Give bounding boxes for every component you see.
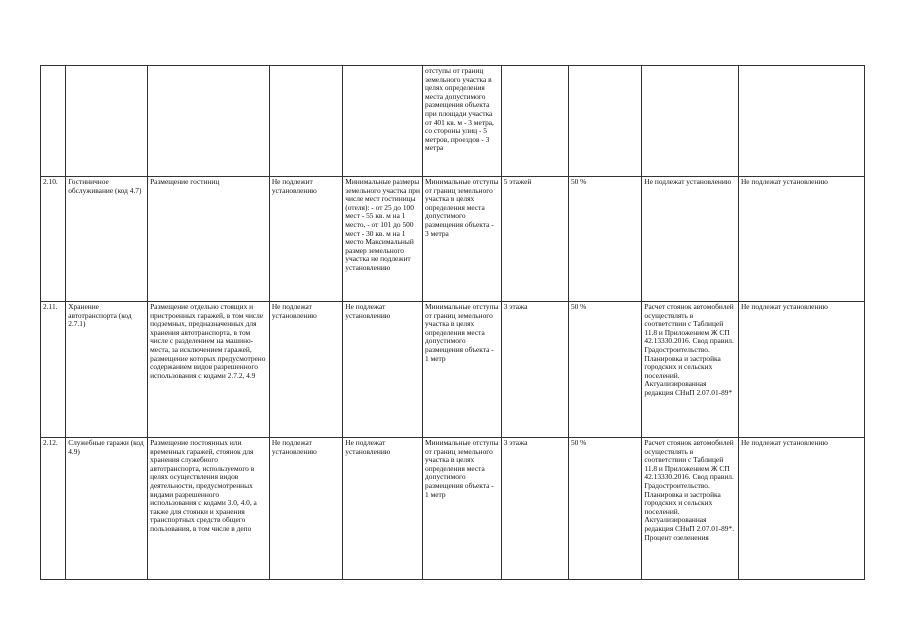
parking-requirements <box>642 66 739 177</box>
parking-requirements: Расчет стоянок автомобилей осуществлять в соответствии с Таблицей 11.8 и Приложением Ж СП 42.13330.2016. Свод правил. Градостроительство. Планировка и застройка городских и сельских поселений. Актуализированная редакция СНиП 2.07.01-89* <box>642 302 739 438</box>
max-floors: 3 этажа <box>501 438 568 580</box>
setbacks: Минимальные отступы от границ земельного участка в целях определения места допустимого размещения объекта - 1 метр <box>423 302 502 438</box>
setbacks: Минимальные отступы от границ земельного участка в целях определения места допустимого размещения объекта - 1 метр <box>423 438 502 580</box>
zoning-regulations-table <box>40 65 865 580</box>
max-floors <box>501 66 568 177</box>
parking-requirements: Расчет стоянок автомобилей осуществлять в соответствии с Таблицей 11.8 и Приложением Ж СП 42.13330.2016. Свод правил. Градостроительство. Планировка и застройка городских и сельских поселений. Актуализированная редакция СНиП 2.07.01-89*. Процент озеленения <box>642 438 739 580</box>
setbacks: отступы от границ земельного участка в целях определения места допустимого размещения объекта при площади участка от 401 кв. м - 3 метра, со стороны улиц - 5 метров, проездов - 3 метра <box>423 66 502 177</box>
area-limit: Не подлежат установлению <box>269 302 342 438</box>
table-row <box>41 177 865 302</box>
max-floors: 5 этажей <box>501 177 568 302</box>
row-number: 2.10. <box>41 177 66 302</box>
min-plot-size: Не подлежат установлению <box>343 302 423 438</box>
table-row <box>41 66 865 177</box>
coverage-percent: 50 % <box>568 177 641 302</box>
use-type-name: Хранение автотранспорта (код 2.7.1) <box>66 302 148 438</box>
use-type-name <box>66 66 148 177</box>
use-description: Размещение гостиниц <box>148 177 270 302</box>
other-restrictions: Не подлежат установлению <box>738 177 864 302</box>
min-plot-size: Минимальные размеры земельного участка при числе мест гостиницы (отеля): - от 25 до 100 мест - 55 кв. м на 1 место, - от 101 до 500 мест - 30 кв. м на 1 место Максимальный размер земельного участка не подлежит установлению <box>343 177 423 302</box>
min-plot-size <box>343 66 423 177</box>
use-description <box>148 66 270 177</box>
row-number <box>41 66 66 177</box>
setbacks: Минимальные отступы от границ земельного участка в целях определения места допустимого размещения объекта - 3 метра <box>423 177 502 302</box>
coverage-percent <box>568 66 641 177</box>
area-limit: Не подлежат установлению <box>269 438 342 580</box>
max-floors: 3 этажа <box>501 302 568 438</box>
parking-requirements: Не подлежат установлению <box>642 177 739 302</box>
area-limit <box>269 66 342 177</box>
row-number: 2.12. <box>41 438 66 580</box>
min-plot-size: Не подлежат установлению <box>343 438 423 580</box>
other-restrictions: Не подлежат установлению <box>738 438 864 580</box>
other-restrictions: Не подлежат установлению <box>738 302 864 438</box>
table-row <box>41 438 865 580</box>
other-restrictions <box>738 66 864 177</box>
table-row <box>41 302 865 438</box>
use-type-name: Служебные гаражи (код 4.9) <box>66 438 148 580</box>
row-number: 2.11. <box>41 302 66 438</box>
use-description: Размещение отдельно стоящих и пристроенных гаражей, в том числе подземных, предназначенных для хранения автотранспорта, в том числе с разделением на машино-места, за исключением гаражей, размещение которых предусмотрено содержанием видов разрешенного использования с кодами 2.7.2, 4.9 <box>148 302 270 438</box>
coverage-percent: 50 % <box>568 438 641 580</box>
use-description: Размещение постоянных или временных гаражей, стоянок для хранения служебного автотранспорта, используемого в целях осуществления видов деятельности, предусмотренных видами разрешенного использования с кодами 3.0, 4.0, а также для стоянки и хранения транспортных средств общего пользования, в том числе в депо <box>148 438 270 580</box>
use-type-name: Гостиничное обслуживание (код 4.7) <box>66 177 148 302</box>
coverage-percent: 50 % <box>568 302 641 438</box>
area-limit: Не подлежит установлению <box>269 177 342 302</box>
